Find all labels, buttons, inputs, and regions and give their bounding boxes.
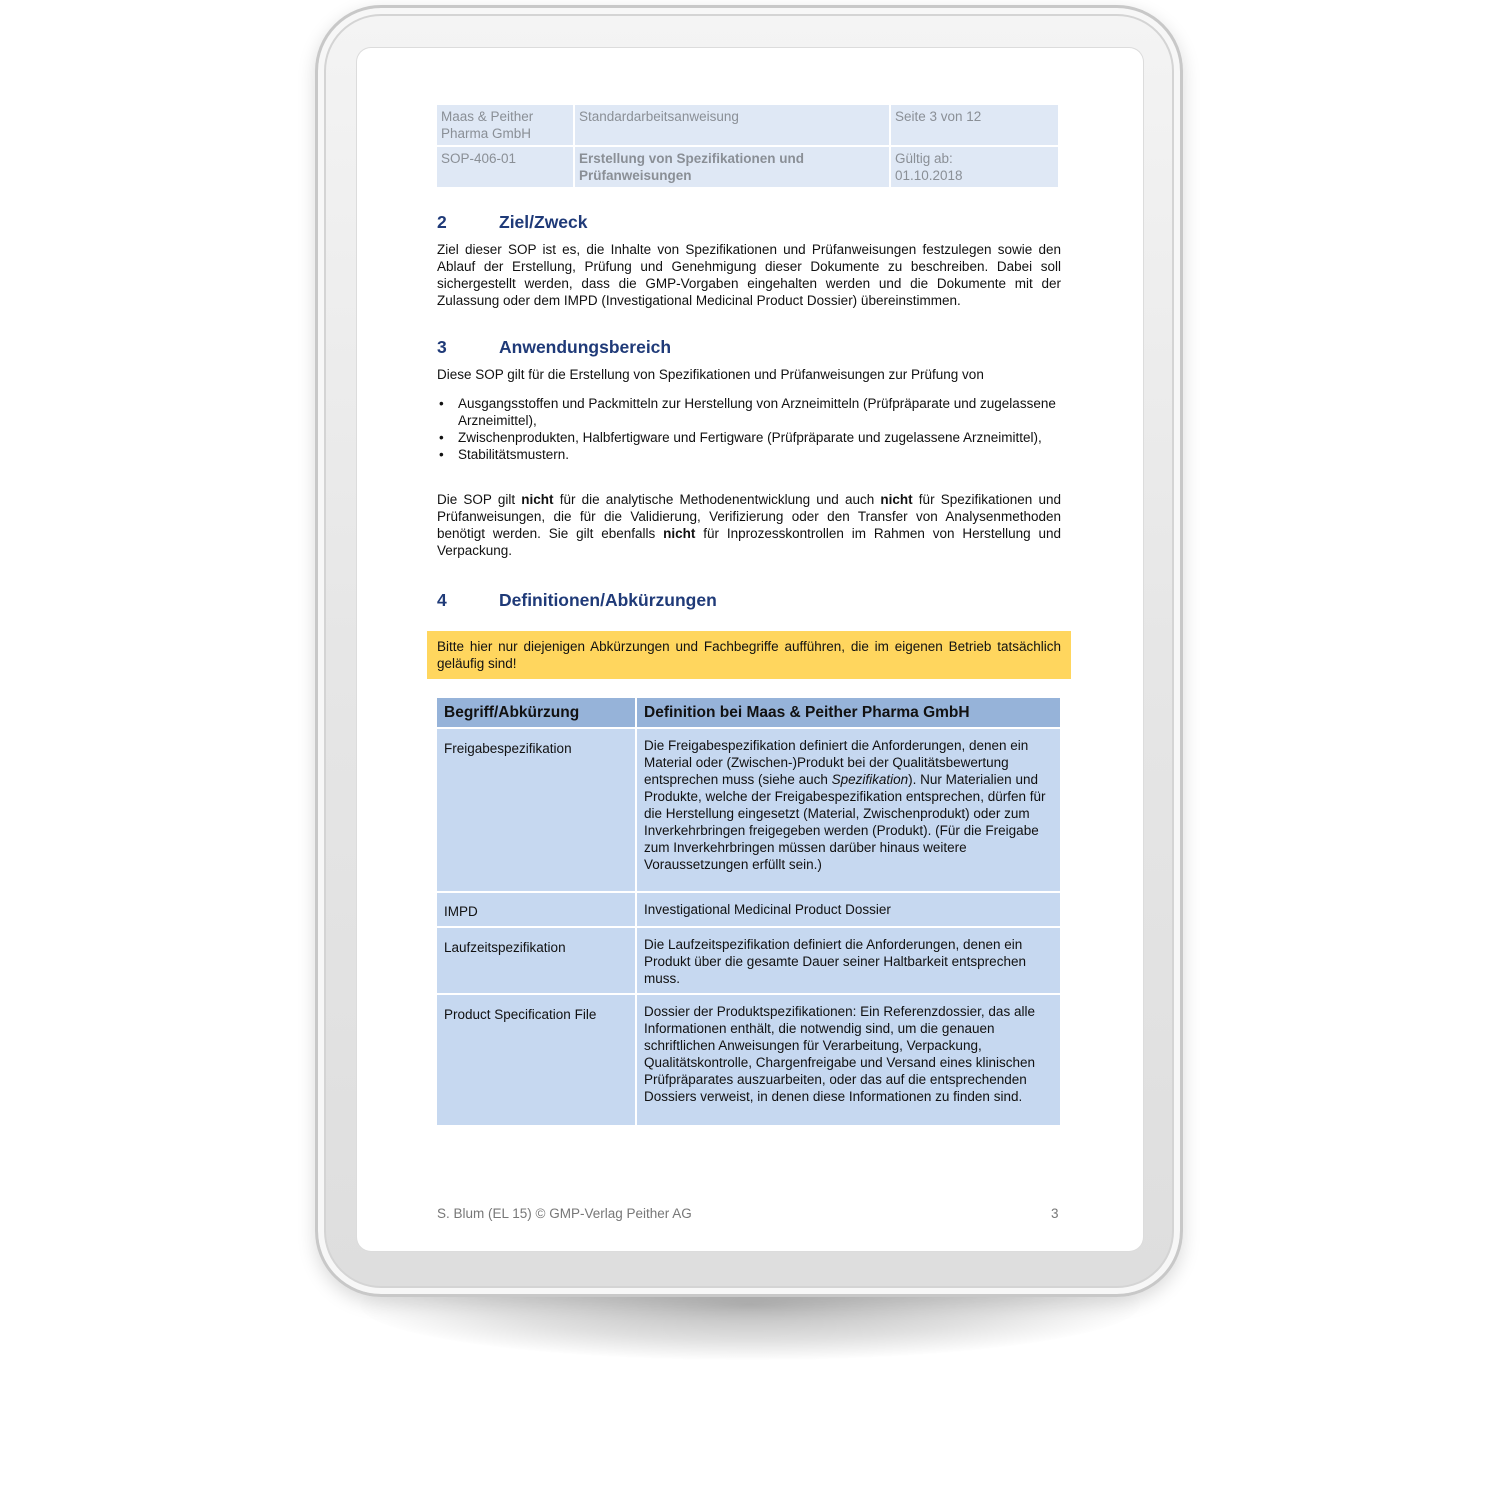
document-page xyxy=(357,48,1143,1251)
section-2-heading xyxy=(437,212,588,233)
table-cell-definition: Dossier der Produktspezifikationen: Ein Referenzdossier, das alle Informationen enthält, die notwendig sind, um die genauen schriftlichen Anweisungen für Verarbeitung, Verpackung, Qualitätskontrolle, Chargenfreigabe und Versand eines klinischen Prüfpräparates auszuarbeiten, oder das auf die entsprechenden Dossiers verweist, in denen diese Informationen zu finden sind. xyxy=(637,995,1060,1125)
section-3-scope-text xyxy=(437,491,1061,559)
header-sop-id: SOP-406-01 xyxy=(437,147,573,187)
tablet-screen xyxy=(357,48,1143,1251)
header-company: Maas & Peither Pharma GmbH xyxy=(437,105,573,145)
section-2-text: Ziel dieser SOP ist es, die Inhalte von Spezifikationen und Prüfanweisungen festzulegen sowie den Ablauf der Erstellung, Prüfung und Genehmigung dieser Dokumente zu beschreiben. Dabei soll sichergestellt werden, dass die GMP-Vorgaben eingehalten werden und die Dokumente mit der Zulassung oder dem IMPD (Investigational Medicinal Product Dossier) übereinstimmen. xyxy=(437,242,1061,308)
table-row xyxy=(437,893,1060,926)
table-cell-term: IMPD xyxy=(437,893,635,926)
list-item-text: Zwischenprodukten, Halbfertigware und Fertigware (Prüfpräparate und zugelassene Arzneimittel), xyxy=(458,430,1042,445)
table-cell-term: Freigabespezifikation xyxy=(437,729,635,891)
table-cell-definition: Die Laufzeitspezifikation definiert die Anforderungen, denen ein Produkt über die gesamte Dauer seiner Haltbarkeit entsprechen muss. xyxy=(637,928,1060,993)
scope-text-part: Die SOP gilt xyxy=(437,492,522,507)
table-cell-definition: Investigational Medicinal Product Dossier xyxy=(637,893,1060,926)
section-3-title: Anwendungsbereich xyxy=(499,337,672,357)
list-item-text: Ausgangsstoffen und Packmitteln zur Herstellung von Arzneimitteln (Prüfpräparate und zugelassene Arzneimittel), xyxy=(458,396,1056,428)
table-cell-definition xyxy=(637,729,1060,891)
section-3-intro: Diese SOP gilt für die Erstellung von Spezifikationen und Prüfanweisungen zur Prüfung von xyxy=(437,367,984,382)
list-item xyxy=(437,429,1061,446)
scope-emphasis: nicht xyxy=(880,492,913,507)
bullet-icon: • xyxy=(439,447,444,462)
section-4-title: Definitionen/Abkürzungen xyxy=(499,590,717,610)
table-row xyxy=(437,928,1060,993)
header-valid-label: Gültig ab: xyxy=(895,151,953,166)
scope-text-part: für Inprozesskontrollen im Rahmen von Herstellung und Verpackung. xyxy=(437,526,1062,558)
table-row xyxy=(437,995,1060,1125)
table-cell-term: Product Specification File xyxy=(437,995,635,1125)
scope-text-part: für die analytische Methodenentwicklung und auch xyxy=(553,492,881,507)
section-2-title: Ziel/Zweck xyxy=(499,212,588,232)
list-item xyxy=(437,395,1061,429)
scope-emphasis: nicht xyxy=(663,526,696,541)
header-valid-date: 01.10.2018 xyxy=(895,168,963,183)
scope-bullet-list xyxy=(437,395,1061,463)
header-doc-title: Erstellung von Spezifikationen und Prüfanweisungen xyxy=(575,147,889,187)
table-header-row xyxy=(437,698,1060,727)
bullet-icon: • xyxy=(439,430,444,445)
section-2-number: 2 xyxy=(437,212,447,232)
header-page-info: Seite 3 von 12 xyxy=(891,105,1058,145)
table-cell-term: Laufzeitspezifikation xyxy=(437,928,635,993)
table-row xyxy=(437,729,1060,891)
section-4-heading xyxy=(437,590,717,611)
definition-text: ). Nur Materialien und Produkte, welche der Freigabespezifikation entsprechen, dürfen für die Herstellung eingesetzt (Material, Zwischenprodukt) oder zum Inverkehrbringen freigegeben werden (Produkt). (Für die Freigabe zum Inverkehrbringen müssen darüber hinaus weitere Voraussetzungen erfüllt sein.) xyxy=(644,772,1046,872)
header-doc-type: Standardarbeitsanweisung xyxy=(575,105,889,145)
scope-text-part: für Spezifikationen und Prüfanweisungen, die für die Validierung, Verifizierung oder den Transfer von Analysenmethoden benötigt werden. Sie gilt ebenfalls xyxy=(437,492,1061,541)
definition-italic: Spezifikation xyxy=(831,772,909,787)
list-item xyxy=(437,446,1061,463)
bullet-icon: • xyxy=(439,396,444,411)
list-item-text: Stabilitätsmustern. xyxy=(458,447,570,462)
footer-copyright: S. Blum (EL 15) © GMP-Verlag Peither AG xyxy=(437,1206,692,1221)
section-4-number: 4 xyxy=(437,590,447,610)
footer-page-number: 3 xyxy=(1051,1206,1059,1221)
definitions-table xyxy=(435,696,1062,1127)
table-header-definition: Definition bei Maas & Peither Pharma GmbH xyxy=(637,698,1060,727)
section-3-number: 3 xyxy=(437,337,447,357)
document-header-table xyxy=(435,103,1060,189)
highlight-note: Bitte hier nur diejenigen Abkürzungen und Fachbegriffe aufführen, die im eigenen Betrieb tatsächlich geläufig sind! xyxy=(427,631,1071,679)
header-valid xyxy=(891,147,1058,187)
definition-text: Die Freigabespezifikation definiert die Anforderungen, denen ein Material oder (Zwischen-)Produkt bei der Qualitätsbewertung entsprechen muss (siehe auch xyxy=(644,738,1029,787)
section-3-heading xyxy=(437,337,671,358)
scope-emphasis: nicht xyxy=(521,492,554,507)
table-header-term: Begriff/Abkürzung xyxy=(437,698,635,727)
